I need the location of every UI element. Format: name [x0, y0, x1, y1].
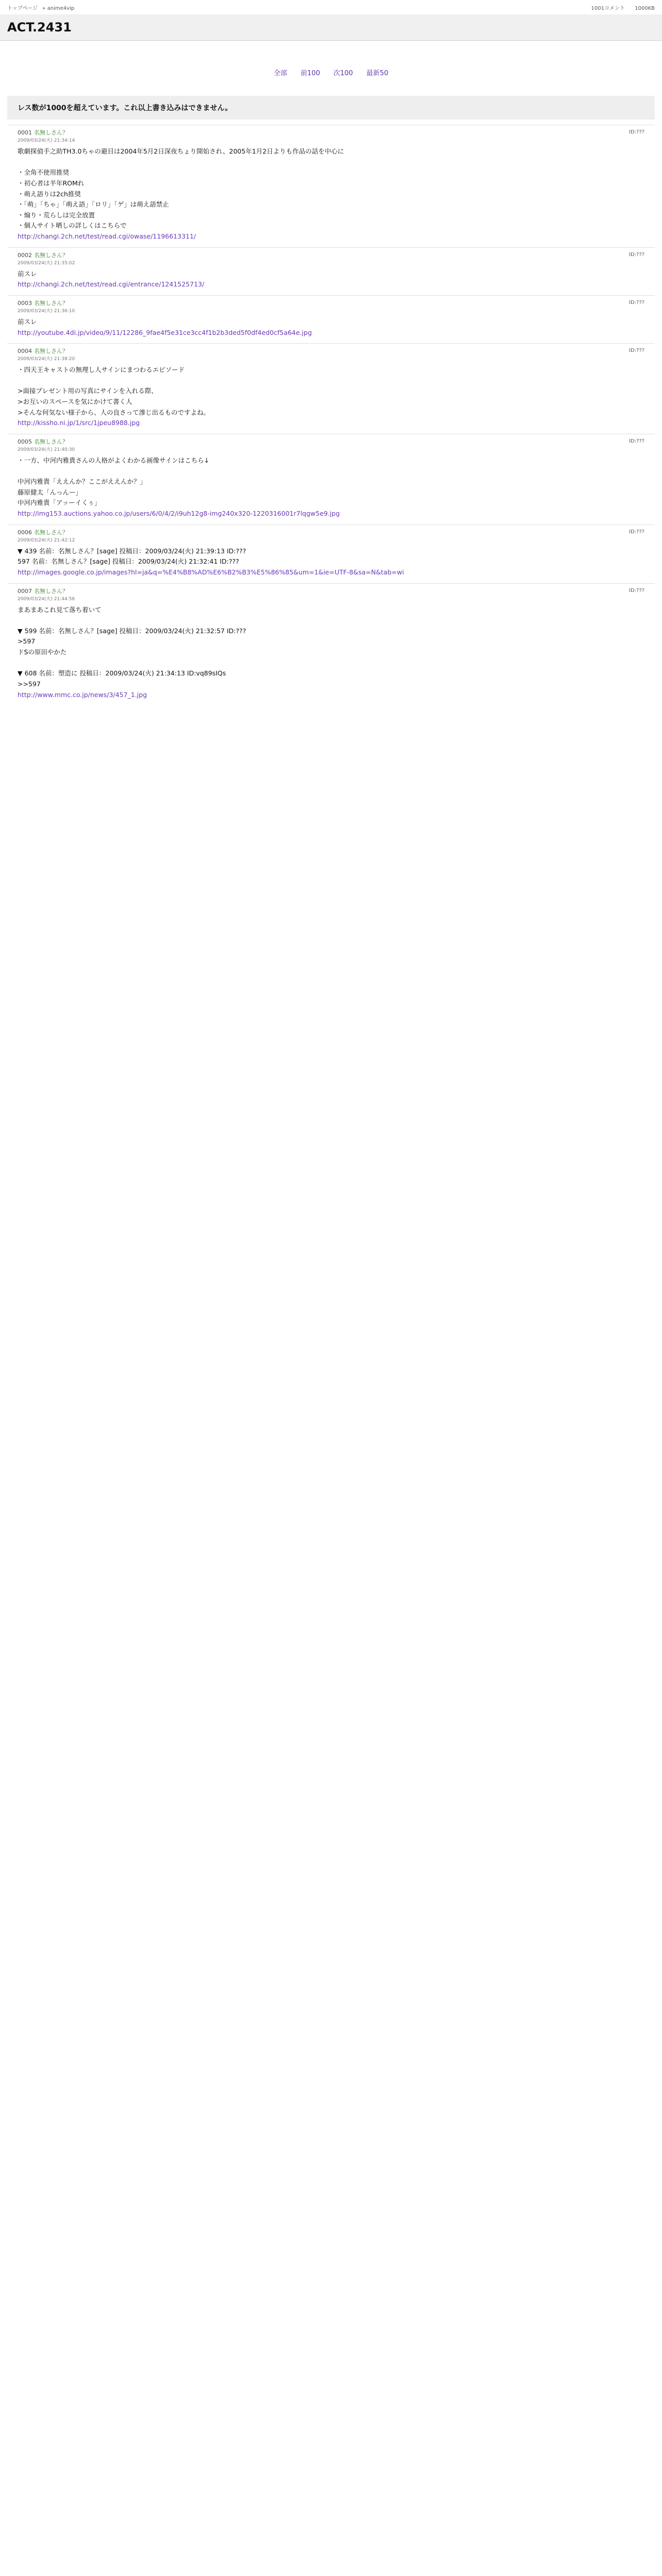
post-link[interactable]: http://images.google.co.jp/images?hl=ja&q=%E4%B8%AD%E6%B2%B3%E5%86%85&um=1&ie=UTF-8&sa=N&tab=wi	[18, 568, 404, 576]
nav-latest-50[interactable]: 最新50	[366, 70, 389, 77]
post-body	[7, 266, 655, 295]
breadcrumb-link[interactable]: トップページ	[7, 5, 38, 11]
post-link[interactable]: http://kissho.ni.jp/1/src/1jpeu8988.jpg	[18, 419, 140, 427]
post-text: ・四天王キャストの無理し人サインにまつわるエピソード >面接プレゼント用の写真にサインを入れる際、 >お互いのスペースを気にかけて書く人 >そんな何気ない様子から、人の良さって滲じ出るものですよね。	[18, 366, 210, 416]
post	[7, 247, 655, 295]
nav-next-100[interactable]: 次100	[333, 70, 353, 77]
post-text: ▼ 439 名前：名無しさん？[sage] 投稿日：2009/03/24(火) 21:39:13 ID:??? 597 名前：名無しさん？[sage] 投稿日：2009/03/24(火) 21:32:41 ID:???	[18, 547, 246, 566]
post	[7, 295, 655, 343]
nav-all[interactable]: 全部	[273, 70, 287, 77]
post-id: ID:???	[629, 129, 644, 135]
post-date: 2009/03/24(火) 21:42:12	[18, 537, 75, 543]
breadcrumb	[7, 4, 77, 11]
post-id: ID:???	[629, 348, 644, 354]
breadcrumb-link[interactable]: anime4vip	[47, 5, 75, 11]
post-number[interactable]: 0001	[18, 129, 32, 136]
post-author: 名無しさん？	[34, 529, 68, 536]
post-list	[0, 125, 662, 705]
post-text: 前スレ	[18, 269, 37, 278]
post	[7, 125, 655, 247]
post-date: 2009/03/24(火) 21:40:30	[18, 447, 75, 452]
post-meta	[7, 584, 655, 602]
post-body	[7, 452, 655, 524]
post-date: 2009/03/24(火) 21:44:56	[18, 596, 75, 602]
post-meta	[7, 248, 655, 266]
post-body	[7, 314, 655, 343]
post-number[interactable]: 0005	[18, 438, 32, 445]
post-id: ID:???	[629, 438, 644, 444]
post-author: 名無しさん？	[34, 251, 68, 259]
size-kb: 1000KB	[635, 5, 655, 11]
post-author: 名無しさん？	[34, 299, 68, 307]
post-id: ID:???	[629, 299, 644, 306]
comment-count: 1001コメント	[591, 5, 625, 11]
post-date: 2009/03/24(火) 21:36:10	[18, 308, 75, 314]
breadcrumb-separator: »	[42, 5, 46, 11]
top-bar	[0, 0, 662, 14]
post-meta	[7, 125, 655, 143]
post-text: 前スレ	[18, 317, 37, 326]
post	[7, 583, 655, 706]
post-number[interactable]: 0007	[18, 587, 32, 595]
post-link[interactable]: http://youtube.4di.jp/video/9/11/12286_9fae4f5e31ce3cc4f1b2b3ded5f0df4ed0cf5a64e.jpg	[18, 328, 312, 336]
thread-title	[0, 14, 662, 41]
post	[7, 343, 655, 434]
post-body	[7, 143, 655, 247]
post-author: 名無しさん？	[34, 129, 68, 136]
thread-full-notice	[7, 96, 655, 120]
post-body	[7, 543, 655, 583]
post-link[interactable]: http://www.mmc.co.jp/news/3/457_1.jpg	[18, 690, 147, 699]
post-author: 名無しさん？	[34, 587, 68, 595]
post-body	[7, 602, 655, 706]
nav-prev-100[interactable]: 前100	[300, 70, 320, 77]
post-link[interactable]: http://img153.auctions.yahoo.co.jp/users/6/0/4/2/i9uh12g8-img240x320-1220316001r7lqgw5e9.jpg	[18, 510, 340, 517]
post-number[interactable]: 0006	[18, 529, 32, 536]
post-date: 2009/03/24(火) 21:34:14	[18, 138, 75, 143]
notice-text: レス数が1000を超えています。これ以上書き込みはできません。	[18, 104, 233, 112]
post-link[interactable]: http://changi.2ch.net/test/read.cgi/owase/1196613311/	[18, 232, 196, 240]
post	[7, 434, 655, 524]
post-meta	[7, 525, 655, 543]
post-id: ID:???	[629, 529, 644, 535]
post-text: 歌劇探偵手之助TH3.0ちゃの避目は2004年5月2日深夜ちょり開始され、2005年1月2日よりも作品の話を中心に ・全角不使用推奨 ・初心者は半年ROMれ ・萌え語りは2ch推奨 ・「萌」「ちゃ」「萌え語」「ロリ」「ゲ」は萌え語禁止 ・煽り・荒らしは完全放置 ・個人サイト晒しの詳しくはこちらで	[18, 147, 344, 230]
post-date: 2009/03/24(火) 21:38:20	[18, 357, 75, 362]
post-number[interactable]: 0003	[18, 299, 32, 307]
post-meta	[7, 434, 655, 452]
thread-stats	[583, 4, 655, 11]
post-meta	[7, 296, 655, 314]
post-link[interactable]: http://changi.2ch.net/test/read.cgi/entrance/1241525713/	[18, 280, 205, 289]
post-meta	[7, 344, 655, 362]
post-text: まあまあこれ見て落ち着いて ▼ 599 名前：名無しさん？[sage] 投稿日：2009/03/24(火) 21:32:57 ID:??? >597 ドSの原田やかた ▼ 608 名前：塑造に 投稿日：2009/03/24(火) 21:34:13 ID:vq89sIQs >>597	[18, 605, 246, 688]
post	[7, 524, 655, 583]
post-id: ID:???	[629, 587, 644, 594]
post-number[interactable]: 0002	[18, 251, 32, 259]
post-author: 名無しさん？	[34, 348, 68, 355]
post-text: ・一方、中河内雅貴さんの人格がよくわかる画像サインはこちら↓ 中河内雅貴「ええんか？ここがええんか？」 藤原健太「んっんー」 中河内雅貴「アッーイくぅ」	[18, 456, 210, 507]
post-number[interactable]: 0004	[18, 348, 32, 355]
page-title: ACT.2431	[7, 20, 72, 35]
post-id: ID:???	[629, 251, 644, 258]
thread-navigation	[0, 67, 662, 77]
post-body	[7, 362, 655, 434]
post-date: 2009/03/24(火) 21:35:02	[18, 260, 75, 266]
post-author: 名無しさん？	[34, 438, 68, 445]
